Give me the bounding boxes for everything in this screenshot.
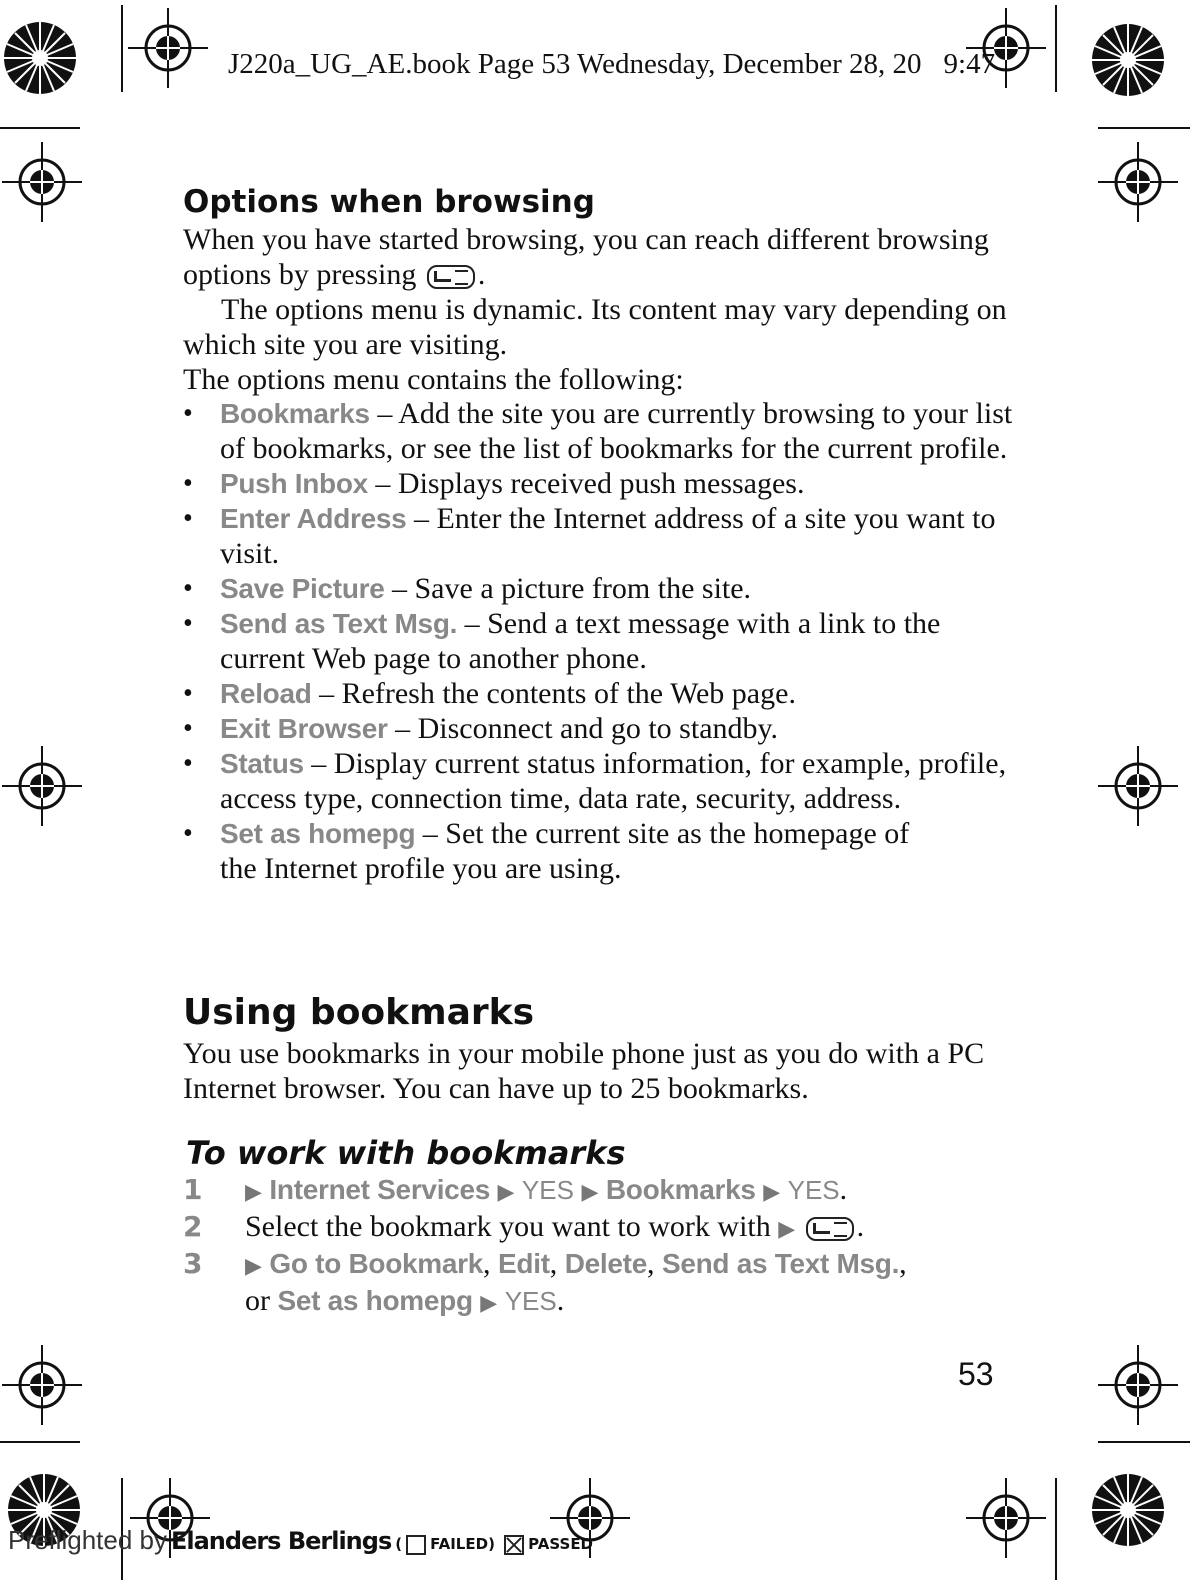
- list-item: [183, 746, 1013, 816]
- page-number: 53: [958, 1356, 994, 1392]
- option-label: Send as Text Msg.: [220, 608, 458, 639]
- option-label: Enter Address: [220, 503, 407, 534]
- option-key-icon: [806, 1217, 854, 1241]
- option-label: Set as homepg: [220, 818, 416, 849]
- list-item: [183, 396, 1013, 466]
- list-item: [183, 606, 1013, 676]
- right-arrow-icon: ▶: [245, 1179, 262, 1204]
- option-label: Exit Browser: [220, 713, 388, 744]
- menu-delete: Delete: [564, 1248, 647, 1279]
- option-description: – Disconnect and go to standby.: [387, 712, 779, 745]
- bookmarks-paragraph: You use bookmarks in your mobile phone just as you do with a PC Internet browser. You can have up to 25 bookmarks.: [183, 1037, 985, 1105]
- failed-checkbox: [406, 1535, 426, 1555]
- preflighted-label: Preflighted by: [8, 1525, 167, 1555]
- option-description: – Save a picture from the site.: [384, 572, 752, 605]
- intro-period: .: [477, 258, 486, 291]
- step-number: 3: [183, 1247, 203, 1280]
- list-item: [183, 676, 1013, 711]
- list-item: [183, 466, 1013, 501]
- passed-checkbox: [504, 1535, 524, 1555]
- step-period: .: [856, 1210, 865, 1243]
- option-label: Save Picture: [220, 573, 385, 604]
- option-description: – Enter the Internet address of a site you want to visit.: [220, 502, 996, 570]
- option-label: Push Inbox: [220, 468, 368, 499]
- step-2: [183, 1209, 1013, 1246]
- step-1: [183, 1172, 1013, 1209]
- right-arrow-icon: ▶: [497, 1179, 515, 1204]
- step-number: 1: [183, 1173, 203, 1206]
- step-text: Select the bookmark you want to work with: [245, 1210, 771, 1243]
- right-arrow-icon: ▶: [245, 1253, 262, 1278]
- menu-internet-services: Internet Services: [269, 1174, 490, 1205]
- yes-key-label: YES: [787, 1175, 840, 1205]
- brand-logo: Elanders Berlings: [170, 1527, 392, 1555]
- section-title-options: Options when browsing: [183, 184, 595, 220]
- passed-label: PASSED: [528, 1535, 594, 1553]
- option-label: Status: [220, 748, 304, 779]
- option-description: – Set the current site as the homepage of the Internet profile you are using.: [220, 817, 910, 885]
- option-label: Bookmarks: [220, 398, 370, 429]
- print-header-text: J220a_UG_AE.book Page 53 Wednesday, December 28, 20: [228, 48, 922, 80]
- list-item: [183, 501, 1013, 571]
- print-header: [228, 48, 995, 81]
- options-list: [183, 396, 1013, 886]
- subsection-title: To work with bookmarks: [186, 1134, 626, 1172]
- status-group: ( FAILED) PASSED: [395, 1535, 594, 1553]
- yes-key-label: YES: [521, 1175, 574, 1205]
- option-label: Reload: [220, 678, 312, 709]
- option-key-icon: [427, 265, 475, 289]
- list-item: [183, 816, 1013, 886]
- step-or: or: [245, 1284, 270, 1317]
- menu-set-as-homepg: Set as homepg: [277, 1285, 473, 1316]
- right-arrow-icon: ▶: [763, 1179, 781, 1204]
- option-description: – Refresh the contents of the Web page.: [311, 677, 796, 710]
- section-title-bookmarks: Using bookmarks: [183, 992, 535, 1033]
- option-description: – Send a text message with a link to the current Web page to another phone.: [220, 607, 941, 675]
- step-number: 2: [183, 1210, 203, 1243]
- yes-key-label: YES: [504, 1286, 557, 1316]
- menu-contains-paragraph: The options menu contains the following:: [183, 363, 684, 396]
- failed-label: FAILED: [430, 1535, 489, 1553]
- intro-paragraph: [183, 222, 1013, 292]
- menu-bookmarks: Bookmarks: [605, 1174, 756, 1205]
- dynamic-menu-paragraph: The options menu is dynamic. Its content may vary depending on which site you are visiting.: [183, 293, 1007, 361]
- menu-go-to-bookmark: Go to Bookmark: [269, 1248, 484, 1279]
- steps-list: [183, 1172, 1013, 1320]
- option-description: – Displays received push messages.: [367, 467, 805, 500]
- option-description: – Display current status information, for example, profile, access type, connection time, data rate, security, address.: [220, 747, 1007, 815]
- right-arrow-icon: ▶: [581, 1179, 599, 1204]
- list-item: [183, 711, 1013, 746]
- option-description: – Add the site you are currently browsing to your list of bookmarks, or see the list of bookmarks for the current profile.: [220, 397, 1013, 465]
- right-arrow-icon: ▶: [778, 1216, 796, 1241]
- step-3: 3 ▶ Go to Bookmark, Edit, Delete, Send as Text Msg., or Set as homepg ▶ YES.: [183, 1247, 907, 1317]
- print-header-time: 9:47: [943, 48, 996, 80]
- right-arrow-icon: ▶: [480, 1290, 498, 1315]
- menu-edit: Edit: [498, 1248, 550, 1279]
- step-period: .: [556, 1284, 565, 1317]
- step-period: .: [839, 1173, 848, 1206]
- menu-send-as-text: Send as Text Msg.: [661, 1248, 900, 1279]
- preflight-footer: [8, 1525, 593, 1556]
- intro-text: When you have started browsing, you can reach different browsing options by pressing: [183, 223, 989, 291]
- list-item: [183, 571, 1013, 606]
